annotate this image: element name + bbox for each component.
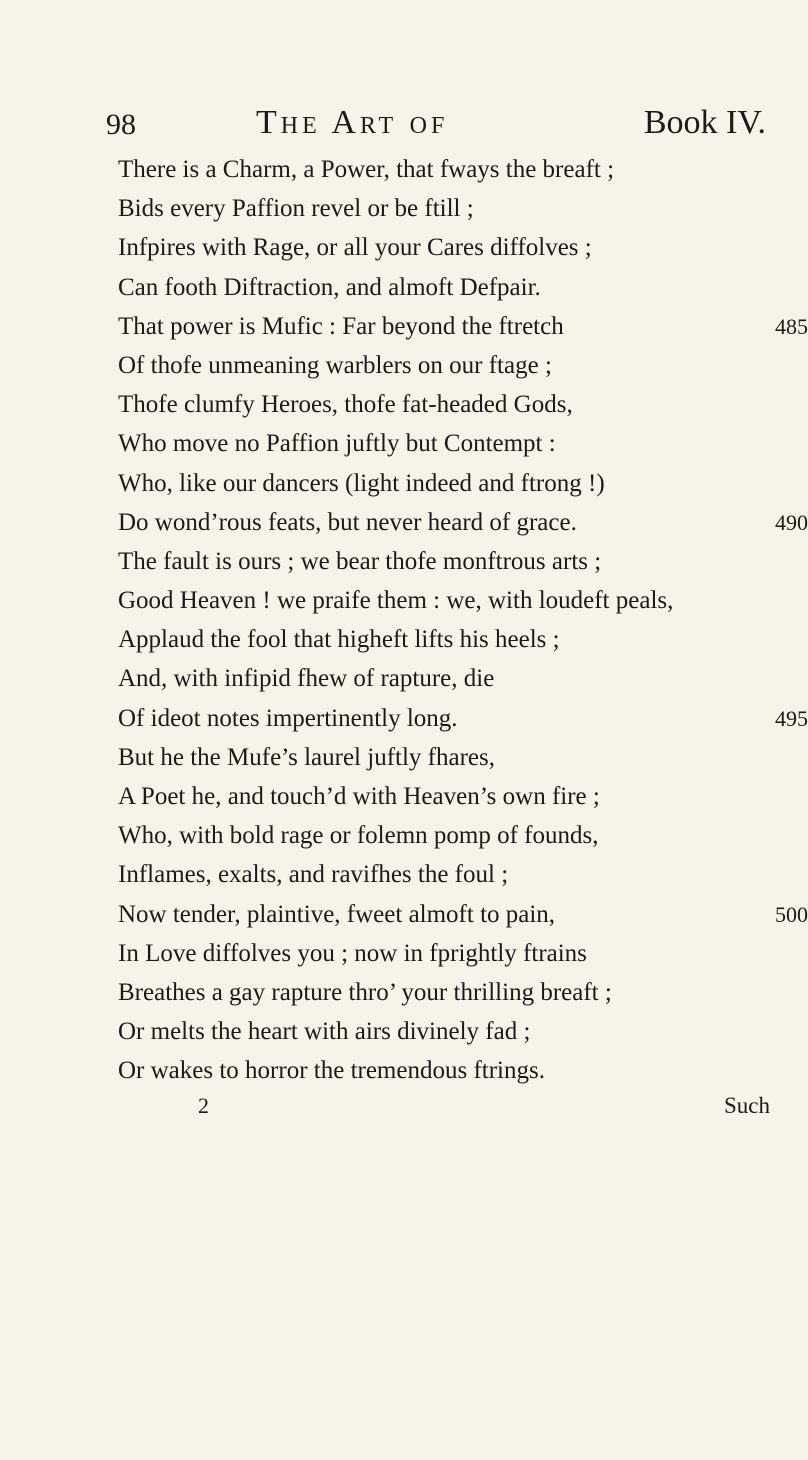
verse-line (118, 503, 808, 542)
verse-line (118, 464, 768, 503)
verse-line (118, 816, 768, 855)
signature-mark: 2 (198, 1093, 209, 1118)
verse-line-text: And, with infipid fhew of rapture, die (118, 665, 495, 693)
verse-line-text: There is a Charm, a Power, that fways the breaft ; (118, 156, 615, 183)
verse-line (118, 895, 808, 934)
verse-line-text: Who, with bold rage or folemn pomp of founds, (118, 822, 599, 850)
verse-line-text: The fault is ours ; we bear thofe monftrous arts ; (118, 547, 602, 575)
verse-line (118, 777, 768, 816)
verse-line (118, 973, 768, 1012)
verse-line-text: Applaud the fool that higheft lifts his heels ; (118, 626, 560, 654)
verse-line-text: Breathes a gay rapture thro’ your thrilling breaft ; (118, 978, 612, 1006)
verse-line-text: But he the Mufe’s laurel juftly fhares, (118, 743, 495, 771)
verse-line-text: In Love diffolves you ; now in fprightly ftrains (118, 939, 587, 967)
line-number: 500 (775, 901, 808, 927)
verse-line-text: That power is Mufic : Far beyond the ftretch (118, 312, 564, 340)
verse-line (118, 659, 768, 698)
verse-line (118, 855, 768, 894)
verse-line (118, 150, 768, 189)
verse-line-text: Of ideot notes impertinently long. (118, 704, 458, 732)
verse-line (118, 307, 808, 346)
verse-line (118, 268, 768, 307)
verse-line-text: Who move no Paffion juftly but Contempt : (118, 430, 556, 458)
verse-line (118, 738, 768, 777)
verse-line-text: Of thofe unmeaning warblers on our ftage ; (118, 351, 552, 379)
verse-line (118, 620, 768, 659)
verse-line-text: Or melts the heart with airs divinely fad ; (118, 1018, 531, 1046)
verse-line (118, 424, 768, 463)
verse-line (118, 542, 768, 581)
verse-text (118, 150, 808, 1091)
page-number: 98 (106, 108, 136, 141)
verse-line (118, 699, 808, 738)
line-number: 495 (775, 705, 808, 731)
verse-line (118, 581, 768, 620)
verse-line-text: Good Heaven ! we praife them : we, with loudeft peals, (118, 587, 674, 615)
verse-line-text: Bids every Paffion revel or be ftill ; (118, 195, 474, 223)
page-footer (118, 1093, 770, 1133)
verse-line-text: Or wakes to horror the tremendous ftrings. (118, 1057, 545, 1085)
verse-line-text: Who, like our dancers (light indeed and ftrong !) (118, 469, 605, 497)
verse-line (118, 934, 768, 973)
running-title: The Art of (256, 104, 449, 141)
verse-line (118, 1051, 768, 1090)
book-number: Book IV. (643, 104, 766, 141)
catchword: Such (724, 1093, 770, 1118)
verse-line-text: Inflames, exalts, and ravifhes the foul ; (118, 861, 509, 889)
running-head (106, 104, 766, 148)
line-number: 490 (775, 509, 808, 535)
verse-line (118, 346, 768, 385)
verse-line (118, 189, 768, 228)
verse-line (118, 385, 768, 424)
verse-line-text: Thofe clumfy Heroes, thofe fat-headed Gods, (118, 391, 573, 419)
verse-line-text: Do wond’rous feats, but never heard of grace. (118, 508, 577, 536)
verse-line (118, 1012, 768, 1051)
verse-line-text: Infpires with Rage, or all your Cares diffolves ; (118, 234, 592, 262)
verse-line-text: A Poet he, and touch’d with Heaven’s own fire ; (118, 783, 600, 810)
verse-line-text: Can footh Diftraction, and almoft Defpair. (118, 273, 541, 301)
line-number: 485 (775, 313, 808, 339)
verse-line-text: Now tender, plaintive, fweet almoft to pain, (118, 900, 556, 928)
verse-line (118, 228, 768, 267)
